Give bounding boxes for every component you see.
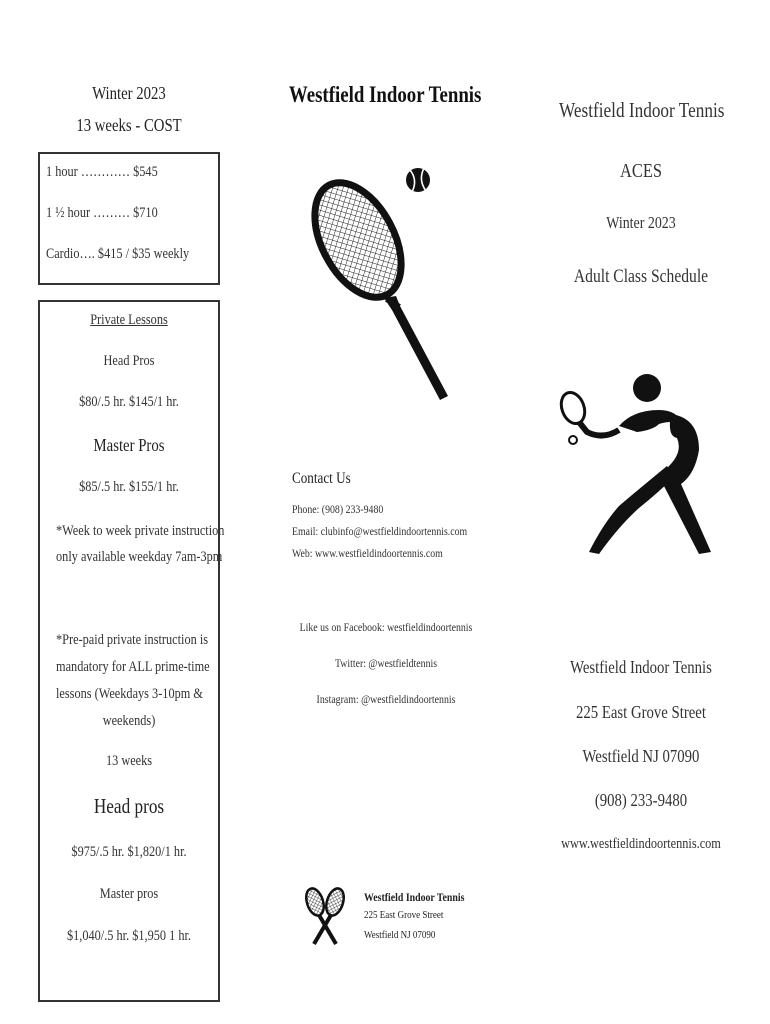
tennis-racquet-and-ball-icon [300,150,460,410]
master-pros-rates: $85/.5 hr. $155/1 hr. [79,479,179,495]
cover-phone: (908) 233-9480 [594,790,688,810]
cover-web[interactable]: www.westfieldindoortennis.com [561,836,721,852]
pricing-weeks-cost: 13 weeks - COST [76,115,182,135]
cover-name: Westfield Indoor Tennis [570,657,712,677]
twitter-link[interactable]: Twitter: @westfieldtennis [334,656,438,670]
private-lessons-box [38,300,225,1002]
contact-phone: Phone: (908) 233-9480 [292,502,384,516]
middle-title: Westfield Indoor Tennis [288,82,482,107]
master-pros-label: Master Pros [93,435,165,455]
footer-city: Westfield NJ 07090 [364,929,436,941]
cover-city: Westfield NJ 07090 [582,746,700,766]
crossed-racquets-icon [300,884,350,948]
private-lessons-heading: Private Lessons [90,312,168,328]
thirteen-weeks-label: 13 weeks [105,753,153,769]
instagram-link[interactable]: Instagram: @westfieldindoortennis [316,692,456,706]
cover-street: 225 East Grove Street [576,702,706,722]
cover-title: Westfield Indoor Tennis [559,98,725,122]
footer-street: 225 East Grove Street [364,909,444,921]
prepaid-note: *Pre-paid private instruction is mandatory for ALL prime-time lessons (Weekdays 3-10pm & weekends) [56,632,210,729]
master-pros-13-label: Master pros [99,886,159,902]
cover-program: ACES [620,160,662,182]
cover-panel [541,0,741,1024]
pricing-header [38,78,220,140]
cost-row-1-5hour: 1 ½ hour ……… $710 [46,205,158,221]
pricing-season: Winter 2023 [92,83,166,103]
cost-row-1hour: 1 hour ………… $545 [46,164,158,180]
cost-box [38,152,220,285]
cost-row-cardio: Cardio…. $415 / $35 weekly [46,246,190,262]
head-pros-13-rates: $975/.5 hr. $1,820/1 hr. [71,844,187,860]
head-pros-rates: $80/.5 hr. $145/1 hr. [79,394,179,410]
cover-subtitle: Adult Class Schedule [573,266,709,287]
master-pros-13-rates: $1,040/.5 hr. $1,950 1 hr. [66,928,192,944]
week-to-week-note: *Week to week private instruction only available weekday 7am-3pm [56,523,225,565]
head-pros-13-label: Head pros [93,794,165,818]
contact-email[interactable]: Email: clubinfo@westfieldindoortennis.com [292,524,468,538]
tennis-player-icon [559,366,719,558]
contact-heading: Contact Us [292,470,351,487]
footer-name: Westfield Indoor Tennis [364,890,465,904]
cover-season: Winter 2023 [606,213,676,232]
head-pros-label: Head Pros [103,353,155,369]
contact-web[interactable]: Web: www.westfieldindoortennis.com [292,546,443,560]
facebook-link[interactable]: Like us on Facebook: westfieldindoortennis [299,620,473,634]
